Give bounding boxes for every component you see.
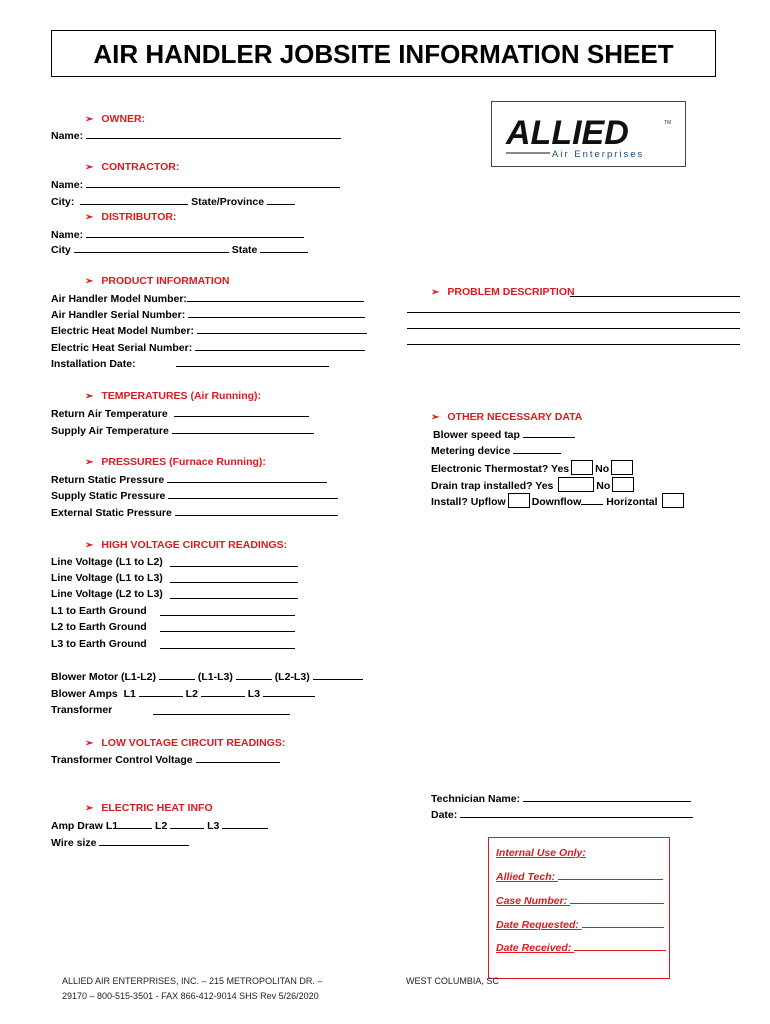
- distributor-name-row: Name:: [51, 228, 304, 241]
- contractor-heading: ➢ CONTRACTOR:: [85, 161, 180, 173]
- arrow-icon: ➢: [85, 114, 94, 125]
- footer-address-line1: ALLIED AIR ENTERPRISES, INC. – 215 METROPOLITAN DR. –: [62, 976, 323, 986]
- contractor-name-field[interactable]: [86, 178, 340, 188]
- supply-air-temp-field[interactable]: [172, 424, 314, 434]
- amp-draw-l3-field[interactable]: [222, 819, 268, 829]
- return-air-temp-field[interactable]: [174, 407, 309, 417]
- drain-yes-checkbox[interactable]: [558, 477, 594, 492]
- owner-name-field[interactable]: [86, 129, 341, 139]
- internal-date-received-row: Date Received:: [496, 941, 666, 954]
- arrow-icon: ➢: [85, 540, 94, 551]
- temperature-row: Supply Air Temperature: [51, 424, 314, 437]
- metering-field[interactable]: [513, 444, 561, 454]
- low-voltage-heading: ➢ LOW VOLTAGE CIRCUIT READINGS:: [85, 737, 286, 749]
- product-field-row: Air Handler Model Number:: [51, 292, 364, 305]
- air-handler-serial-field[interactable]: [188, 308, 365, 318]
- hv-l3-ground-field[interactable]: [160, 648, 295, 649]
- amp-draw-l2-field[interactable]: [170, 819, 204, 829]
- problem-line[interactable]: [407, 344, 740, 345]
- blower-speed-row: Blower speed tap: [433, 428, 575, 441]
- hv-l1-l2-field[interactable]: [170, 566, 298, 567]
- page-title: AIR HANDLER JOBSITE INFORMATION SHEET: [51, 30, 716, 77]
- arrow-icon: ➢: [85, 803, 94, 814]
- pressure-row: Supply Static Pressure: [51, 489, 338, 502]
- installation-date-field[interactable]: [176, 357, 329, 367]
- arrow-icon: ➢: [431, 412, 440, 423]
- transformer-control-voltage-field[interactable]: [196, 753, 280, 763]
- upflow-checkbox[interactable]: [508, 493, 530, 508]
- hv-l2-ground-field[interactable]: [160, 631, 295, 632]
- internal-allied-tech-row: Allied Tech:: [496, 870, 663, 883]
- drain-no-checkbox[interactable]: [612, 477, 634, 492]
- product-field-row: Electric Heat Model Number:: [51, 324, 367, 337]
- contractor-state-field[interactable]: [267, 195, 295, 205]
- case-number-field[interactable]: [570, 894, 664, 904]
- hv-row: Line Voltage (L2 to L3): [51, 588, 163, 600]
- technician-name-field[interactable]: [523, 792, 691, 802]
- electric-heat-serial-field[interactable]: [195, 341, 365, 351]
- technician-date-row: Date:: [431, 808, 693, 821]
- distributor-city-row: City State: [51, 243, 308, 256]
- product-field-row: Air Handler Serial Number:: [51, 308, 365, 321]
- date-received-field[interactable]: [574, 941, 666, 951]
- hv-row: L3 to Earth Ground: [51, 638, 147, 650]
- product-field-row: Installation Date:: [51, 357, 329, 370]
- blower-motor-row: Blower Motor (L1-L2) (L1-L3) (L2-L3): [51, 670, 363, 683]
- amp-draw-l1-field[interactable]: [118, 819, 152, 829]
- electric-heat-model-field[interactable]: [197, 324, 367, 334]
- logo-tagline: Air Enterprises: [552, 149, 645, 160]
- arrow-icon: ➢: [85, 212, 94, 223]
- blower-amps-row: Blower Amps L1 L2 L3: [51, 687, 315, 700]
- contractor-city-field[interactable]: [80, 195, 188, 205]
- blower-motor-l2-l3-field[interactable]: [313, 670, 363, 680]
- hv-row: Line Voltage (L1 to L3): [51, 572, 163, 584]
- arrow-icon: ➢: [431, 287, 440, 298]
- allied-logo: [491, 101, 686, 167]
- footer-address-line2: 29170 – 800-515-3501 - FAX 866-412-9014 SHS Rev 5/26/2020: [62, 991, 319, 1001]
- horizontal-checkbox[interactable]: [662, 493, 684, 508]
- thermostat-row: Electronic Thermostat? Yes No: [431, 460, 635, 475]
- wire-size-field[interactable]: [99, 836, 189, 846]
- hv-l1-l3-field[interactable]: [170, 582, 298, 583]
- hv-row: Line Voltage (L1 to L2): [51, 556, 163, 568]
- electric-heat-heading: ➢ ELECTRIC HEAT INFO: [85, 802, 213, 814]
- supply-static-field[interactable]: [168, 489, 338, 499]
- owner-name-row: Name:: [51, 129, 341, 142]
- technician-name-row: Technician Name:: [431, 792, 691, 805]
- hv-row: L2 to Earth Ground: [51, 621, 147, 633]
- technician-date-field[interactable]: [460, 808, 693, 818]
- external-static-field[interactable]: [175, 506, 338, 516]
- footer-address-city: WEST COLUMBIA, SC: [406, 976, 499, 986]
- arrow-icon: ➢: [85, 276, 94, 287]
- wire-size-row: Wire size: [51, 836, 189, 849]
- high-voltage-heading: ➢ HIGH VOLTAGE CIRCUIT READINGS:: [85, 539, 288, 551]
- arrow-icon: ➢: [85, 391, 94, 402]
- internal-heading: Internal Use Only:: [496, 847, 586, 859]
- arrow-icon: ➢: [85, 162, 94, 173]
- thermostat-no-checkbox[interactable]: [611, 460, 633, 475]
- pressures-heading: ➢ PRESSURES (Furnace Running):: [85, 456, 266, 468]
- air-handler-model-field[interactable]: [187, 292, 364, 302]
- temperature-row: Return Air Temperature: [51, 407, 309, 420]
- internal-case-number-row: Case Number:: [496, 894, 664, 907]
- logo-tm: TM: [664, 120, 672, 126]
- distributor-state-field[interactable]: [260, 243, 308, 253]
- date-requested-field[interactable]: [582, 918, 664, 928]
- problem-line[interactable]: [407, 328, 740, 329]
- distributor-heading: ➢ DISTRIBUTOR:: [85, 211, 177, 223]
- allied-logo-icon: [492, 102, 685, 166]
- blower-motor-l1-l2-field[interactable]: [159, 670, 195, 680]
- problem-heading: ➢ PROBLEM DESCRIPTION: [431, 286, 575, 298]
- drain-row: Drain trap installed? Yes No: [431, 477, 636, 492]
- blower-amps-l3-field[interactable]: [263, 687, 315, 697]
- amp-draw-row: Amp Draw L1 L2 L3: [51, 819, 268, 832]
- arrow-icon: ➢: [85, 738, 94, 749]
- other-heading: ➢ OTHER NECESSARY DATA: [431, 411, 583, 423]
- owner-heading: ➢ OWNER:: [85, 113, 146, 125]
- product-heading: ➢ PRODUCT INFORMATION: [85, 275, 230, 287]
- pressure-row: Return Static Pressure: [51, 473, 327, 486]
- temperatures-heading: ➢ TEMPERATURES (Air Running):: [85, 390, 262, 402]
- internal-date-requested-row: Date Requested:: [496, 918, 664, 931]
- hv-row: L1 to Earth Ground: [51, 605, 147, 617]
- blower-motor-l1-l3-field[interactable]: [236, 670, 272, 680]
- problem-line[interactable]: [570, 296, 740, 297]
- distributor-city-field[interactable]: [74, 243, 229, 253]
- hv-l1-ground-field[interactable]: [160, 615, 295, 616]
- allied-tech-field[interactable]: [558, 870, 663, 880]
- blower-amps-l2-field[interactable]: [201, 687, 245, 697]
- transformer-field[interactable]: [153, 714, 290, 715]
- install-row: Install? Upflow Downflow Horizontal: [431, 493, 686, 508]
- blower-speed-field[interactable]: [523, 428, 575, 438]
- metering-row: Metering device: [431, 444, 561, 457]
- pressure-row: External Static Pressure: [51, 506, 338, 519]
- hv-l2-l3-field[interactable]: [170, 598, 298, 599]
- problem-line[interactable]: [407, 312, 740, 313]
- distributor-name-field[interactable]: [86, 228, 304, 238]
- logo-brand: ALLIED: [506, 114, 629, 152]
- arrow-icon: ➢: [85, 457, 94, 468]
- thermostat-yes-checkbox[interactable]: [571, 460, 593, 475]
- contractor-name-row: Name:: [51, 178, 340, 191]
- low-voltage-row: Transformer Control Voltage: [51, 753, 280, 766]
- product-field-row: Electric Heat Serial Number:: [51, 341, 365, 354]
- downflow-field[interactable]: [581, 495, 603, 505]
- contractor-city-row: City: State/Province: [51, 195, 295, 208]
- blower-amps-l1-field[interactable]: [139, 687, 183, 697]
- return-static-field[interactable]: [167, 473, 327, 483]
- transformer-row: Transformer: [51, 704, 113, 716]
